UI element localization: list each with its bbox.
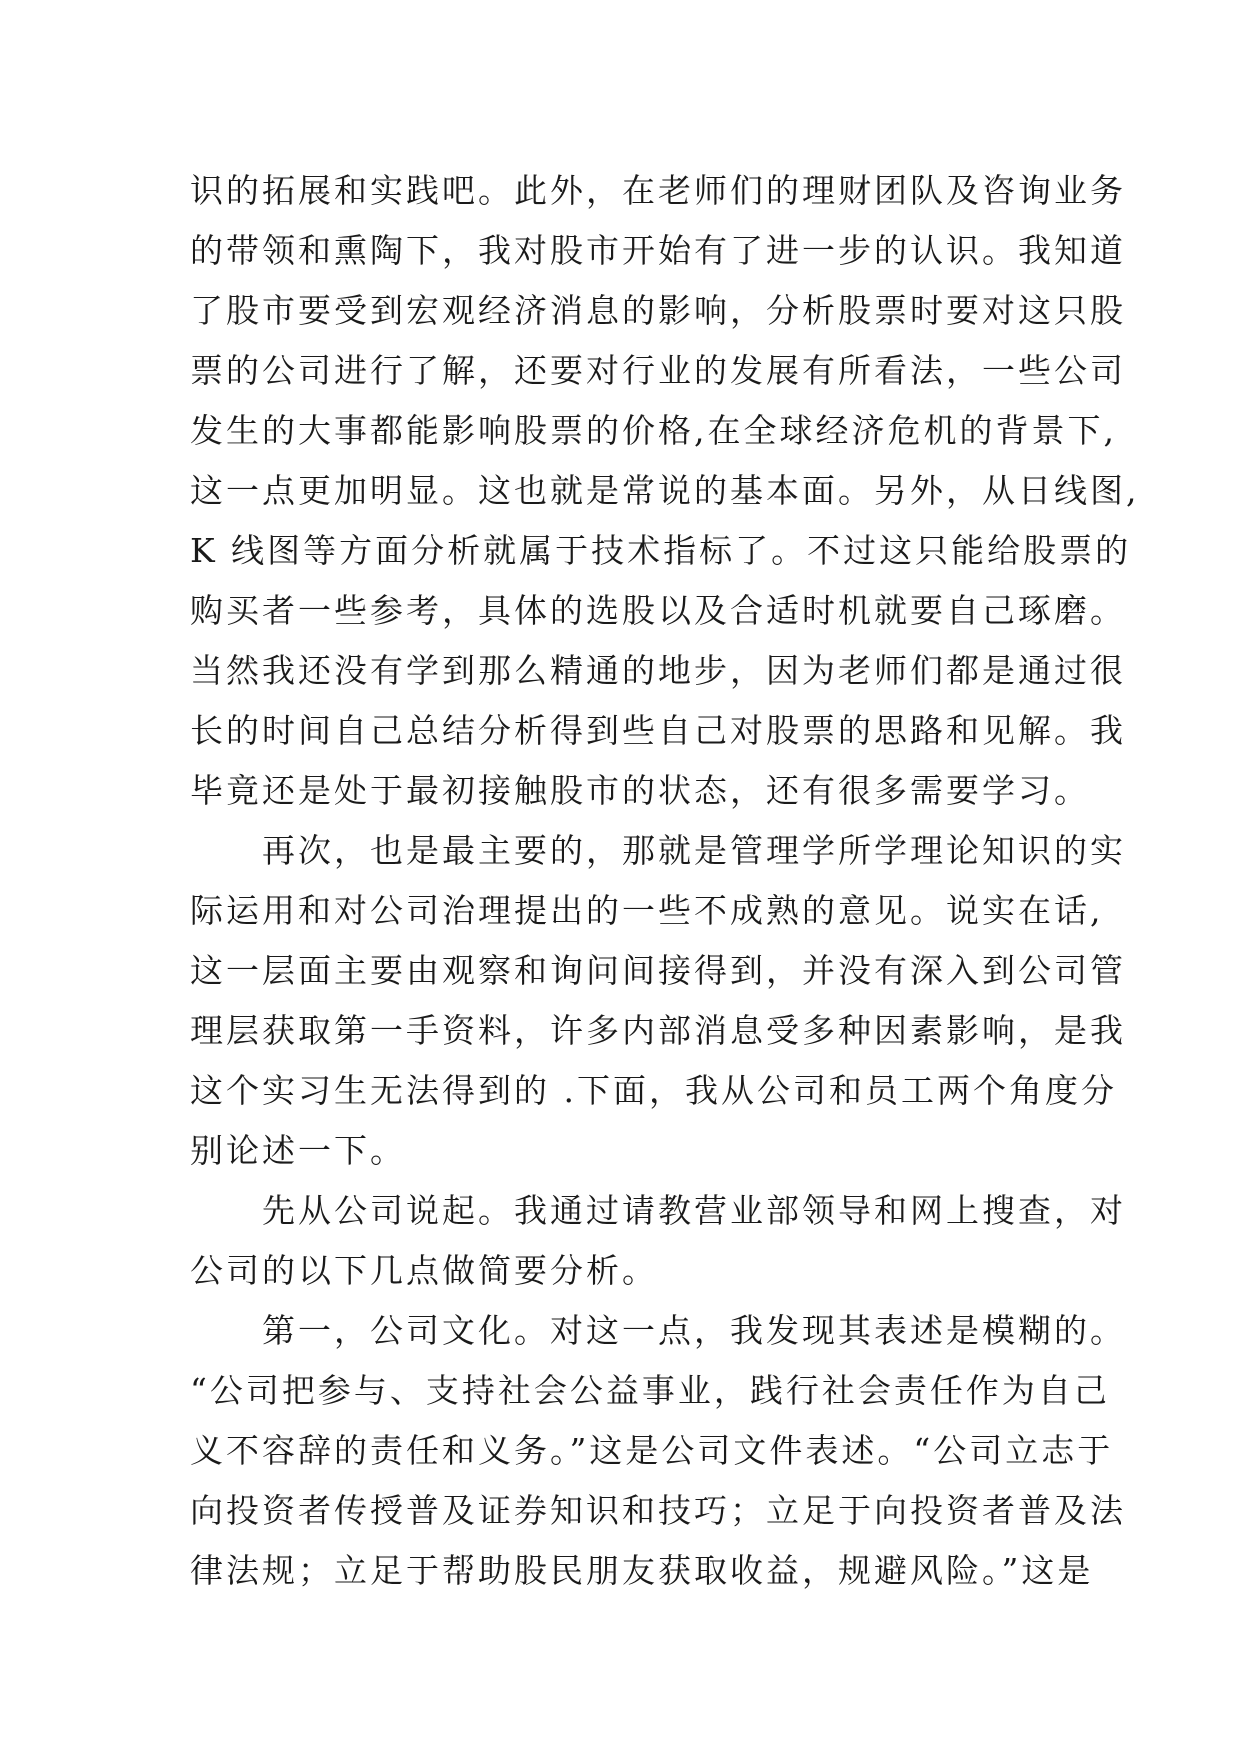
text-line: 当然我还没有学到那么精通的地步，因为老师们都是通过很 (190, 651, 1126, 690)
text-line: 发生的大事都能影响股票的价格,在全球经济危机的背景下, (190, 411, 1117, 450)
text-line: K 线图等方面分析就属于技术指标了。不过这只能给股票的 (190, 531, 1132, 570)
text-line: 这一点更加明显。这也就是常说的基本面。另外，从日线图, (190, 471, 1140, 510)
text-line: 票的公司进行了解，还要对行业的发展有所看法，一些公司 (190, 351, 1126, 390)
text-line: 这个实习生无法得到的 .下面，我从公司和员工两个角度分 (190, 1071, 1117, 1110)
text-line: 公司的以下几点做简要分析。 (190, 1251, 658, 1290)
text-line: 向投资者传授普及证券知识和技巧；立足于向投资者普及法 (190, 1491, 1126, 1530)
text-line: 别论述一下。 (190, 1131, 406, 1170)
text-line: 识的拓展和实践吧。此外，在老师们的理财团队及咨询业务 (190, 171, 1126, 210)
text-line: 毕竟还是处于最初接触股市的状态，还有很多需要学习。 (190, 771, 1090, 810)
text-line: 的带领和熏陶下，我对股市开始有了进一步的认识。我知道 (190, 231, 1126, 270)
text-line: 长的时间自己总结分析得到些自己对股票的思路和见解。我 (190, 711, 1126, 750)
paragraph-start-line: 第一，公司文化。对这一点，我发现其表述是模糊的。 (262, 1311, 1126, 1350)
body-text (190, 161, 1140, 1601)
text-line: 义不容辞的责任和义务。”这是公司文件表述。“公司立志于 (190, 1431, 1114, 1470)
text-line: 购买者一些参考，具体的选股以及合适时机就要自己琢磨。 (190, 591, 1126, 630)
text-line: “公司把参与、支持社会公益事业，践行社会责任作为自己 (190, 1371, 1110, 1410)
text-line: 律法规；立足于帮助股民朋友获取收益，规避风险。”这是 (190, 1551, 1094, 1590)
text-line: 了股市要受到宏观经济消息的影响，分析股票时要对这只股 (190, 291, 1126, 330)
text-line: 理层获取第一手资料，许多内部消息受多种因素影响，是我 (190, 1011, 1126, 1050)
paragraph-start-line: 再次，也是最主要的，那就是管理学所学理论知识的实 (262, 831, 1126, 870)
paragraph-start-line: 先从公司说起。我通过请教营业部领导和网上搜查，对 (262, 1191, 1126, 1230)
text-line: 这一层面主要由观察和询问间接得到，并没有深入到公司管 (190, 951, 1126, 990)
text-line: 际运用和对公司治理提出的一些不成熟的意见。说实在话, (190, 891, 1104, 930)
